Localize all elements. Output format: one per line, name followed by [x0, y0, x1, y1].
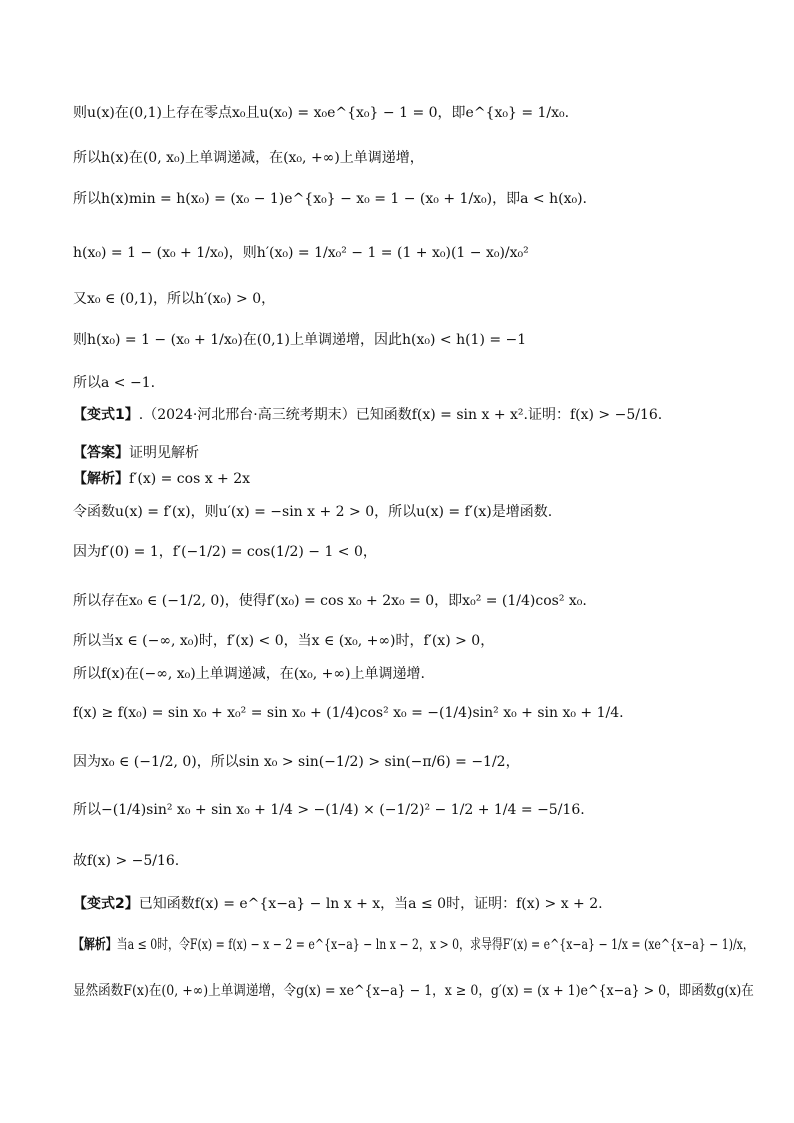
text-line [73, 502, 552, 522]
text-line [73, 443, 199, 463]
section-label: 【解析】 [73, 937, 117, 953]
line-text: 令函数u(x) = f′(x)，则u′(x) = −sin x + 2 > 0，所以u(x) = f′(x)是增函数. [73, 504, 553, 520]
text-line [73, 981, 754, 1001]
line-text: 已知函数f(x) = e^{x−a} − ln x + x，当a ≤ 0时，证明：f(x) > x + 2. [138, 896, 603, 912]
text-line [73, 664, 425, 684]
text-line [73, 851, 179, 871]
line-text: 因为x₀ ∈ (−1/2, 0)，所以sin x₀ > sin(−1/2) > sin(−π/6) = −1/2， [73, 754, 520, 770]
line-text: 所以a < −1. [73, 375, 156, 391]
section-label: 【变式1】 [73, 407, 139, 423]
text-line [73, 752, 520, 772]
line-text: 所以h(x)min = h(x₀) = (x₀ − 1)e^{x₀} − x₀ = 1 − (x₀ + 1/x₀)，即a < h(x₀). [73, 191, 588, 207]
line-text: f(x) ≥ f(x₀) = sin x₀ + x₀² = sin x₀ + (1/4)cos² x₀ = −(1/4)sin² x₀ + sin x₀ + 1/4. [73, 705, 624, 721]
text-line [73, 373, 155, 393]
line-text: 显然函数F(x)在(0, +∞)上单调递增，令g(x) = xe^{x−a} − 1，x ≥ 0，g′(x) = (x + 1)e^{x−a} > 0，即函数g(x)在 [73, 983, 754, 999]
text-line [73, 243, 529, 263]
section-label: 【变式2】 [73, 896, 139, 912]
line-text: 因为f′(0) = 1，f′(−1/2) = cos(1/2) − 1 < 0， [73, 544, 377, 560]
line-text: 所以存在x₀ ∈ (−1/2, 0)，使得f′(x₀) = cos x₀ + 2x₀ = 0，即x₀² = (1/4)cos² x₀. [73, 593, 587, 609]
section-label: 【解析】 [73, 471, 129, 487]
text-line [73, 542, 377, 562]
line-text: .（2024·河北邢台·高三统考期末）已知函数f(x) = sin x + x².证明：f(x) > −5/16. [138, 407, 663, 423]
line-text: 当a ≤ 0时，令F(x) = f(x) − x − 2 = e^{x−a} − ln x − 2，x > 0，求导得F′(x) = e^{x−a} − 1/x = (xe^{x−a} − 1)/x， [116, 937, 754, 953]
text-line [73, 631, 494, 651]
text-line [73, 800, 585, 820]
line-text: 故f(x) > −5/16. [73, 853, 180, 869]
text-line [73, 469, 250, 489]
text-line [73, 103, 569, 123]
text-line [73, 591, 587, 611]
text-line [73, 330, 526, 350]
text-line [73, 935, 754, 955]
line-text: h(x₀) = 1 − (x₀ + 1/x₀)，则h′(x₀) = 1/x₀² − 1 = (1 + x₀)(1 − x₀)/x₀² [73, 245, 529, 261]
line-text: 所以−(1/4)sin² x₀ + sin x₀ + 1/4 > −(1/4) × (−1/2)² − 1/2 + 1/4 = −5/16. [73, 802, 585, 818]
line-text: 所以f(x)在(−∞, x₀)上单调递减，在(x₀, +∞)上单调递增. [73, 666, 425, 682]
text-line [73, 894, 603, 914]
text-line [73, 289, 275, 309]
text-line [73, 148, 424, 168]
text-line [73, 405, 662, 425]
text-line [73, 703, 624, 723]
line-text: 则h(x₀) = 1 − (x₀ + 1/x₀)在(0,1)上单调递增，因此h(x₀) < h(1) = −1 [73, 332, 527, 348]
section-label: 【答案】 [73, 445, 129, 461]
line-text: 所以当x ∈ (−∞, x₀)时，f′(x) < 0，当x ∈ (x₀, +∞)时，f′(x) > 0， [73, 633, 495, 649]
line-text: f′(x) = cos x + 2x [129, 471, 251, 487]
line-text: 证明见解析 [129, 445, 199, 461]
line-text: 所以h(x)在(0, x₀)上单调递减，在(x₀, +∞)上单调递增， [73, 150, 424, 166]
line-text: 又x₀ ∈ (0,1)，所以h′(x₀) > 0， [73, 291, 276, 307]
line-text: 则u(x)在(0,1)上存在零点x₀且u(x₀) = x₀e^{x₀} − 1 = 0，即e^{x₀} = 1/x₀. [73, 105, 570, 121]
text-line [73, 189, 587, 209]
